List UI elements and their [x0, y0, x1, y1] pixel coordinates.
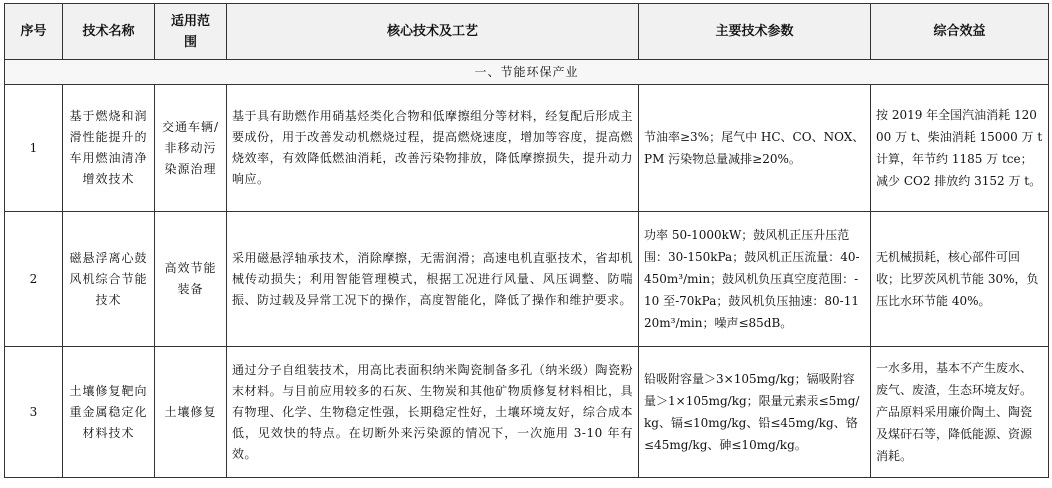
- row-params: 节油率≥3%；尾气中 HC、CO、NOX、PM 污染物总量减排≥20%。: [639, 85, 871, 212]
- header-core: 核心技术及工艺: [227, 4, 639, 60]
- row-scope: 高效节能装备: [155, 212, 227, 347]
- section-title: 一、节能环保产业: [5, 60, 1049, 85]
- section-row: [5, 60, 1049, 85]
- row-tech-name: 基于燃烧和润滑性能提升的车用燃油清净增效技术: [63, 85, 155, 212]
- header-row: [5, 4, 1049, 60]
- header-params: 主要技术参数: [639, 4, 871, 60]
- row-no: 1: [5, 85, 63, 212]
- row-no: 2: [5, 212, 63, 347]
- row-params: 功率 50-1000kW；鼓风机正压升压范围：30-150kPa；鼓风机正压流量：40-450m³/min；鼓风机负压真空度范围：-10 至-70kPa；鼓风机负压抽速：80-1120m³/min；噪声≤85dB。: [639, 212, 871, 347]
- row-scope: 交通车辆/非移动污染源治理: [155, 85, 227, 212]
- row-no: 3: [5, 347, 63, 478]
- row-benefit: 一水多用，基本不产生废水、废气、废渣，生态环境友好。产品原料采用廉价陶土、陶瓷及煤矸石等，降低能源、资源消耗。: [871, 347, 1049, 478]
- row-tech-name: 磁悬浮离心鼓风机综合节能技术: [63, 212, 155, 347]
- row-core-tech: 采用磁悬浮轴承技术，消除摩擦，无需润滑；高速电机直驱技术，省却机械传动损失；利用智能管理模式，根据工况进行风量、风压调整、防喘振、防过载及异常工况下的操作，高度智能化，降低了操作和维护要求。: [227, 212, 639, 347]
- row-scope: 土壤修复: [155, 347, 227, 478]
- header-name: 技术名称: [63, 4, 155, 60]
- header-benefit: 综合效益: [871, 4, 1049, 60]
- header-no: 序号: [5, 4, 63, 60]
- row-params: 铅吸附容量＞3×105mg/kg；镉吸附容量＞1×105mg/kg；限量元素汞≤5mg/kg、镉≤10mg/kg、铅≤45mg/kg、铬≤45mg/kg、砷≤10mg/kg。: [639, 347, 871, 478]
- row-core-tech: 基于具有助燃作用硝基烃类化合物和低摩擦组分等材料，经复配后形成主要成份，用于改善发动机燃烧过程，提高燃烧速度，增加等容度，提高燃烧效率，有效降低燃油消耗，改善污染物排放，降低摩擦损失，提升动力响应。: [227, 85, 639, 212]
- table-row: [5, 212, 1049, 347]
- row-core-tech: 通过分子自组装技术，用高比表面积纳米陶瓷制备多孔（纳米级）陶瓷粉末材料。与目前应用较多的石灰、生物炭和其他矿物质修复材料相比，具有物理、化学、生物稳定性强，长期稳定性好，土壤环境友好，综合成本低，见效快的特点。在切断外来污染源的情况下，一次施用 3-10 年有效。: [227, 347, 639, 478]
- header-scope: 适用范围: [155, 4, 227, 60]
- row-benefit: 按 2019 年全国汽油消耗 12000 万 t、柴油消耗 15000 万 t 计算，年节约 1185 万 tce；减少 CO2 排放约 3152 万 t。: [871, 85, 1049, 212]
- technology-table: [4, 3, 1049, 478]
- row-tech-name: 土壤修复靶向重金属稳定化材料技术: [63, 347, 155, 478]
- row-benefit: 无机械损耗，核心部件可回收；比罗茨风机节能 30%，负压比水环节能 40%。: [871, 212, 1049, 347]
- table-row: [5, 85, 1049, 212]
- table-row: [5, 347, 1049, 478]
